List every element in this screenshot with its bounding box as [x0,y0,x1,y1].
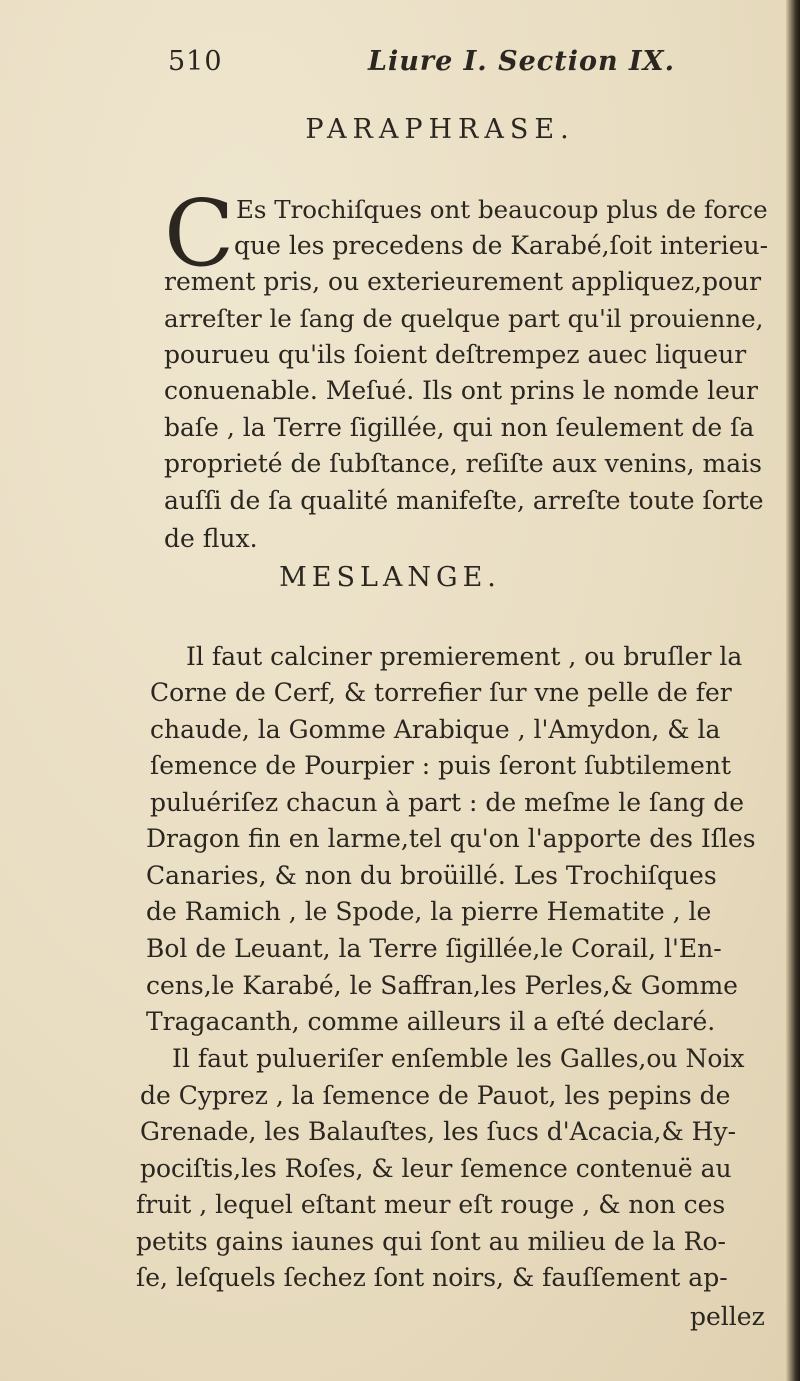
page-number: 510 [168,46,223,77]
section-title-meslange: MESLANGE. [279,562,501,593]
text-line: Dragon fin en larme,tel qu'on l'apporte des Iſles [146,824,756,853]
text-line: Canaries, & non du broüillé. Les Trochiſques [146,861,717,890]
text-line: conuenable. Meſué. Ils ont prins le nomde leur [164,376,758,405]
text-line: petits gains iaunes qui ſont au milieu de la Ro- [136,1227,726,1256]
text-line: de Ramich , le Spode, la pierre Hematite , le [146,897,712,926]
text-line: arreſter le ſang de quelque part qu'il prouienne, [164,304,764,333]
text-line: chaude, la Gomme Arabique , l'Amydon, & la [150,715,721,744]
text-line: Es Trochiſques ont beaucoup plus de force [236,195,768,224]
text-line: Tragacanth, comme ailleurs il a eſté declaré. [146,1007,716,1036]
text-line: Il faut pulueriſer enſemble les Galles,ou Noix [172,1044,745,1073]
text-line: fruit , lequel eſtant meur eſt rouge , & non ces [136,1190,726,1219]
text-line: pourueu qu'ils ſoient deſtrempez auec liqueur [164,340,747,369]
text-line: puluériſez chacun à part : de meſme le ſang de [150,788,745,817]
text-line: de Cyprez , la ſemence de Pauot, les pepins de [140,1081,731,1110]
text-line: baſe , la Terre ſigillée, qui non ſeulement de ſa [164,413,755,442]
text-line: cens,le Karabé, le Saffran,les Perles,& Gomme [146,971,738,1000]
text-line: Grenade, les Balauſtes, les ſucs d'Acacia,& Hy- [140,1117,737,1146]
text-line: proprieté de ſubſtance, reſiſte aux venins, mais [164,449,762,478]
text-line: ſemence de Pourpier : puis ſeront ſubtilement [150,751,731,780]
text-line: Corne de Cerf, & torrefier ſur vne pelle de fer [150,678,732,707]
text-line: Bol de Leuant, la Terre ſigillée,le Corail, l'En- [146,934,722,963]
text-line: ſe, leſquels ſechez ſont noirs, & fauſſement ap- [136,1263,728,1292]
section-title-paraphrase: PARAPHRASE. [305,114,575,145]
text-line: pociſtis,les Roſes, & leur ſemence contenuë au [140,1154,732,1183]
running-head: Liure I. Section IX. [368,46,675,77]
text-line: rement pris, ou exterieurement appliquez,pour [164,267,762,296]
text-line: de flux. [164,524,258,553]
drop-capital: C [164,180,235,287]
text-line: Il faut calciner premierement , ou bruſler la [186,642,743,671]
catchword: pellez [690,1302,765,1331]
text-line: que les precedens de Karabé,ſoit interieu- [234,231,769,260]
text-line: auſſi de ſa qualité manifeſte, arreſte toute ſorte [164,486,764,515]
